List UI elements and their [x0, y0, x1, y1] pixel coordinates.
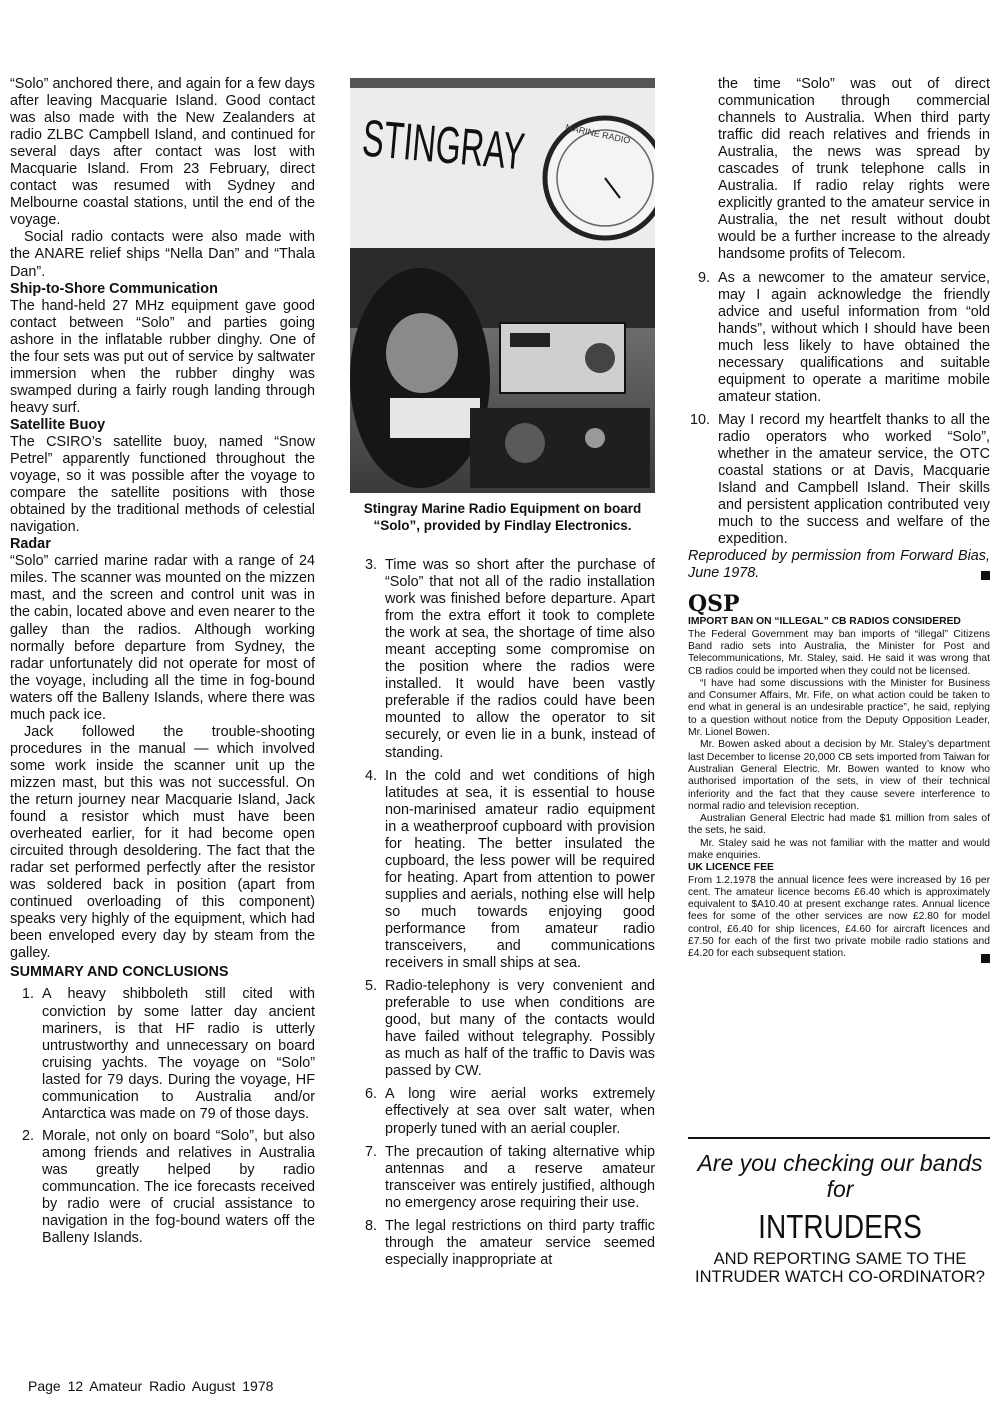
list-text: As a newcomer to the amateur service, may I again acknowledge the friendly advice and useful information from “old hands”, without which I should have been much less likely to have obtained the necessary qualifications and suitable equipment to operate a maritime mobile amateur station.	[718, 269, 990, 405]
paragraph: “Solo” anchored there, and again for a few days after leaving Macquarie Island. Good contact was also made with the New Zealanders at radio ZLBC Campbell Island, and continued for several days after contact was lost with Macquarie Island. From 23 February, direct contact was resumed with Sydney and Melbourne coastal stations, until the end of the voyage.	[10, 76, 315, 229]
list-item-continued	[688, 76, 990, 264]
paragraph: The hand-held 27 MHz equipment gave good contact between “Solo” and parties going ashore in the inflatable rubber dinghy. One of the four sets was put out of service by saltwater immersion when the rubber dinghy was swamped during a fairly rough landing through heavy surf.	[10, 297, 315, 416]
list-item	[688, 412, 990, 548]
list-item	[688, 270, 990, 406]
ad-line-3: AND REPORTING SAME TO THE INTRUDER WATCH CO-ORDINATOR?	[695, 1250, 985, 1286]
qsp-paragraph: Australian General Electric had made $1 million from sales of the sets, he said.	[688, 813, 990, 837]
list-item	[355, 557, 655, 762]
list-number: 7.	[364, 1143, 377, 1160]
list-number: 2.	[21, 1127, 34, 1144]
list-text: The precaution of taking alternative whip antennas and a reserve amateur transceiver was entirely justified, although no emergency arose requiring their use.	[385, 1143, 655, 1211]
list-item	[10, 986, 315, 1122]
reproduction-credit: Reproduced by permission from Forward Bias, June 1978.	[688, 548, 990, 582]
qsp-heading-uk-fee: UK LICENCE FEE	[688, 862, 774, 874]
list-text: A long wire aerial works extremely effectively at sea over salt water, when properly tuned with an aerial coupler.	[385, 1086, 655, 1137]
intruder-watch-ad	[690, 1150, 990, 1286]
list-text: Time was so short after the purchase of “Solo” that not all of the radio installation work was finished before departure. Apart from the extra effort it took to complete the work at sea, the shortage of time also meant accepting some compromise on the position where the radios were installed. It would have been vastly preferable if the radios could have been mounted to allow the operator to sit securely, or even lie in a bunk, instead of standing.	[385, 557, 655, 761]
list-item	[355, 1218, 655, 1269]
qsp-paragraph: “I have had some discussions with the Minister for Business and Consumer Affairs, Mr. Fife, on what action could be taken to end what in general is an undesirable practice”, he said, replying to a question without notice from the Deputy Opposition Leader, Mr. Lionel Bowen.	[688, 677, 990, 739]
list-item	[355, 978, 655, 1080]
list-text: The legal restrictions on third party traffic through the amateur service seemed especially inappropriate at	[385, 1217, 655, 1268]
paragraph: Social radio contacts were also made with the ANARE relief ships “Nella Dan” and “Thala Dan”.	[10, 229, 315, 280]
end-mark-icon	[981, 571, 990, 580]
paragraph: The CSIRO’s satellite buoy, named “Snow Petrel” apparently functioned throughout the voyage, so it was possible after the voyage to compare the satellite positions with those obtained by the traditional methods of celestial navigation.	[10, 433, 315, 536]
list-number: 9.	[697, 269, 710, 286]
qsp-paragraph: Mr. Staley said he was not familiar with the matter and would make enquiries.	[688, 837, 990, 861]
ad-line-2: INTRUDERS	[758, 1208, 922, 1245]
subheading-radar: Radar	[10, 536, 51, 553]
page-footer: Page 12 Amateur Radio August 1978	[28, 1378, 274, 1394]
list-number: 3.	[364, 557, 377, 573]
qsp-section	[688, 616, 990, 960]
photo-stingray-equipment	[350, 78, 655, 493]
list-item	[10, 1128, 315, 1247]
qsp-paragraph: The Federal Government may ban imports of “illegal” Citizens Band radio sets into Australia, the Minister for Post and Telecommunications, Mr. Staley, said. He said it was wrong that CB radios could be imported when they could not be licensed.	[688, 628, 990, 677]
end-mark-icon	[981, 954, 990, 963]
subheading-summary: SUMMARY AND CONCLUSIONS	[10, 964, 229, 981]
section-divider	[688, 1137, 990, 1139]
ad-line-1: Are you checking our bands for	[697, 1150, 983, 1202]
qsp-heading-cb: IMPORT BAN ON “ILLEGAL” CB RADIOS CONSIDERED	[688, 616, 961, 628]
qsp-title: QSP	[688, 591, 740, 618]
column-right	[688, 76, 990, 963]
list-number: 4.	[364, 767, 377, 784]
photo-sign-subtext: MARINE RADIO	[564, 122, 632, 146]
list-text: the time “Solo” was out of direct communication through commercial channels to Australia. When third party traffic did reach relatives and friends in Australia, the news was spread by cascades of trunk telephone calls in Australia. If radio relay rights were explicitly granted to the amateur service in Australia, the net result without doubt would be a further increase to the already handsome profits of Telecom.	[718, 76, 990, 263]
subheading-satellite-buoy: Satellite Buoy	[10, 416, 106, 433]
subheading-ship-to-shore: Ship-to-Shore Communication	[10, 280, 218, 297]
list-number: 1.	[21, 986, 34, 1003]
list-number: 5.	[364, 978, 377, 995]
qsp-paragraph: From 1.2.1978 the annual licence fees were increased by 16 per cent. The amateur licence becoms £6.40 which is approximately equivalent to $A10.40 at present exchange rates. Annual licence fees for some of the other services are now £2.80 for model control, £6.40 for ship licences, £4.60 for aircraft licences and £7.50 for each of the first two private mobile radio stations and £4.20 for each subsequent station.	[688, 875, 990, 961]
list-text: May I record my heartfelt thanks to all the radio operators who worked “Solo”, whether in the amateur service, the OTC coastal stations or at Davis, Macquarie Island and Campbell Island. Their skills and persistent application contributed veıy much to the success and welfare of the expedition.	[718, 411, 990, 548]
list-number: 8.	[364, 1217, 377, 1234]
list-text: Radio-telephony is very convenient and preferable to use when conditions are good, but many of the contacts would have failed without telegraphy. Possibly as much as half of the traffic to Davis was passed by CW.	[385, 978, 655, 1080]
list-item	[355, 1086, 655, 1137]
list-item	[355, 1144, 655, 1212]
list-text: A heavy shibboleth still cited with conviction by some latter day ancient mariners, is that HF radio is utterly untrustworthy and unnecessary on board cruising yachts. The voyage on “Solo” lasted for 79 days. During the voyage, HF communication to Australia and/or Antarctica was made on 79 of those days.	[42, 986, 315, 1122]
column-middle	[355, 557, 655, 1269]
list-text: Morale, not only on board “Solo”, but also among friends and relatives in Australia was greatly helped by radio communcation. The ice forecasts received by radio were of crucial assistance to navigation in the fog-bound waters off the Balleny Islands.	[42, 1127, 315, 1247]
qsp-paragraph: Mr. Bowen asked about a decision by Mr. Staley’s department last December to license 20,000 CB sets imported from Taiwan for Australian General Electric. Mr. Bowen wanted to know who authorised importation of the sets, in view of their technical inferiority and the fact that they cause severe interference to normal radio and television reception.	[688, 739, 990, 812]
column-left	[10, 76, 315, 1247]
photo-caption: Stingray Marine Radio Equipment on board “Solo”, provided by Findlay Electronics.	[363, 501, 642, 533]
list-item	[355, 768, 655, 973]
list-number: 6.	[364, 1086, 377, 1103]
paragraph: “Solo” carried marine radar with a range of 24 miles. The scanner was mounted on the mizzen mast, and the screen and control unit was in the cabin, located above and even nearer to the galley than the radios. Although working normally before departure from Sydney, the radar unfortunately did not operate for most of the voyage, including all the time in fog-bound waters off the Balleny Islands, where there was much pack ice.	[10, 553, 315, 723]
list-text: In the cold and wet conditions of high latitudes at sea, it is essential to house non-marinised amateur radio equipment in a weatherproof cupboard with provision for heating. The better insulated the cupboard, the less power will be required for heating. Apart from attention to power supplies and aerials, nothing else will help so much towards enjoying good performance from amateur radio transceivers, and communications receivers in small ships at sea.	[385, 767, 655, 972]
paragraph: Jack followed the trouble-shooting procedures in the manual — which involved some work inside the scanner unit up the mizzen mast, but this was not successful. On the return journey near Macquarie Island, Jack found a resistor which must have been overheated earlier, for it had become open circuited through desoldering. The fact that the radar set performed perfectly after the resistor was soldered back in position (apart from continued overloading of this component) speaks very highly of the equipment, which had been enveloped every day by steam from the galley.	[10, 723, 315, 962]
photo-sign-text: STINGRAY	[360, 109, 527, 182]
list-number: 10.	[689, 411, 710, 428]
